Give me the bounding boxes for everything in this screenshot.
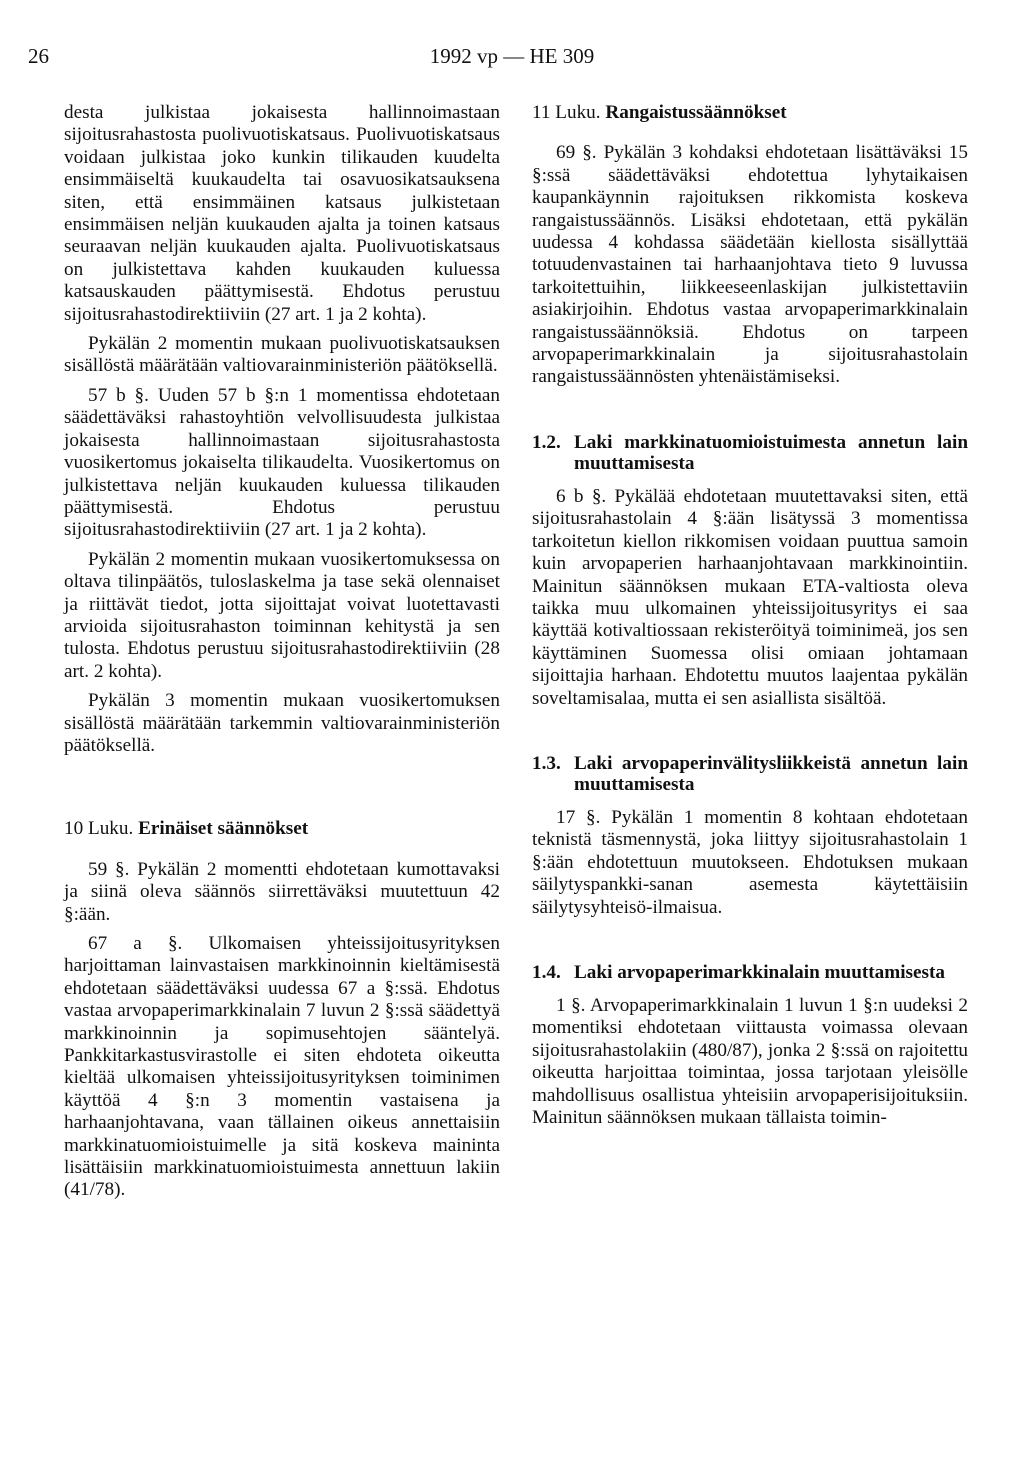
paragraph: 69 §. Pykälän 3 kohdaksi ehdotetaan lisättäväksi 15 §:ssä säädettäväksi ehdotettua lyhytaikaisen kaupankäynnin rajoituksen rikkomista koskeva rangaistussäännös. Lisäksi ehdotetaan, että pykälän uudessa 4 kohdassa säädetään kiellosta sisällyttää totuudenvastainen tai harhaanjohtava tieto 9 luvussa tarkoitettuihin, liikkeeseenlaskijan julkistettaviin asiakirjoihin. Ehdotus vastaa arvopaperimarkkinalain rangaistussäännöksiä. Ehdotus on tarpeen arvopaperimarkkinalain ja sijoitusrahastolain rangaistussäännösten yhtenäistämiseksi.: [532, 142, 968, 388]
spacer: [532, 396, 968, 432]
chapter-heading: [64, 818, 500, 840]
paragraph: Pykälän 3 momentin mukaan vuosikertomuksen sisällöstä määrätään tarkemmin valtiovarainministeriön päätöksellä.: [64, 690, 500, 756]
spacer: [64, 764, 500, 818]
chapter-heading: [532, 102, 968, 124]
chapter-number: 10 Luku.: [64, 818, 134, 840]
section-number: 1.2.: [532, 431, 561, 453]
running-head: 1992 vp — HE 309: [429, 44, 595, 68]
chapter-title: Rangaistussäännökset: [605, 102, 787, 123]
left-column: [64, 102, 500, 1209]
paragraph: 57 b §. Uuden 57 b §:n 1 momentissa ehdotetaan säädettäväksi rahastoyhtiön velvollisuudesta julkistaa jokaisesta hallinnoimastaan sijoitusrahastosta vuosikertomus jokaiselta tilikaudelta. Vuosikertomus on julkistettava neljän kuukauden kuluessa tilikauden päättymisestä. Ehdotus perustuu sijoitusrahastodirektiiviin (27 art. 1 ja 2 kohta).: [64, 384, 500, 541]
right-column: [532, 102, 968, 1136]
paragraph: 6 b §. Pykälää ehdotetaan muutettavaksi siten, että sijoitusrahastolain 4 §:ään lisätyssä 3 momentissa tarkoitetun kiellon rikkomisen voidaan puuttua samoin kuin arvopaperien harhaanjohtavaan markkinointiin. Mainitun säännöksen mukaan ETA-valtiosta oleva taikka muu ulkomainen yhteissijoitusyritys ei saa käyttää kotivaltiossaan rekisteröityä toiminimeä, jos sen käyttäminen Suomessa olisi omiaan johtamaan sijoittajia harhaan. Ehdotettu muutos laajentaa pykälän soveltamisalaa, mutta ei sen asiallista sisältöä.: [532, 485, 968, 709]
section-title: Laki arvopaperimarkkinalain muuttamisesta: [574, 961, 945, 983]
section-number: 1.3.: [532, 752, 561, 774]
paragraph: 59 §. Pykälän 2 momentti ehdotetaan kumottavaksi ja siinä oleva säännös siirrettäväksi muutettuun 42 §:ään.: [64, 858, 500, 925]
paragraph: 17 §. Pykälän 1 momentin 8 kohtaan ehdotetaan teknistä täsmennystä, joka liittyy sijoitusrahastolain 1 §:ään ehdotettuun muutokseen. Ehdotuksen mukaan säilytyspankki-sanan asemesta käytettäisiin säilytysyhteisö-ilmaisua.: [532, 806, 968, 918]
paragraph: Pykälän 2 momentin mukaan puolivuotiskatsauksen sisällöstä määrätään valtiovarainministeriön päätöksellä.: [64, 333, 500, 377]
paragraph: Pykälän 2 momentin mukaan vuosikertomuksessa on oltava tilinpäätös, tuloslaskelma ja tase sekä olennaiset ja riittävät tiedot, jotta sijoittajat voivat luotettavasti arvioida sijoitusrahaston toiminnan kehitystä ja sen tulosta. Ehdotus perustuu sijoitusrahastodirektiiviin (28 art. 2 kohta).: [64, 548, 500, 682]
section-heading: [532, 753, 968, 795]
section-title: Laki arvopaperinvälitysliikkeistä annetun lain muuttamisesta: [574, 752, 968, 795]
section-heading: [532, 962, 968, 983]
paragraph: 67 a §. Ulkomaisen yhteissijoitusyrityksen harjoittaman lainvastaisen markkinoinnin kieltämisestä ehdotetaan säädettäväksi uudessa 67 a §:ssä. Ehdotus vastaa arvopaperimarkkinalain 7 luvun 2 §:ssä säädettyä markkinoinnin ja sopimusehtojen sääntelyä. Pankkitarkastusvirastolle ei siten ehdoteta oikeutta kieltää ulkomaisen yhteissijoitusyrityksen toiminimen käyttöä 4 §:n 3 momentin vastaisena ja harhaanjohtavana, vaan tällainen oikeus annettaisiin markkinatuomioistuimelle ja sitä koskeva maininta lisättäisiin markkinatuomioistuimesta annettuun lakiin (41/78).: [64, 933, 500, 1201]
paragraph: 1 §. Arvopaperimarkkinalain 1 luvun 1 §:n uudeksi 2 momentiksi ehdotetaan viittausta voimassa olevaan sijoitusrahastolakiin (480/87), jonka 2 §:ssä on rajoitettu oikeutta harjoittaa toimintaa, jossa tarjotaan yleisölle mahdollisuus osallistua yhteisiin arvopaperisijoituksiin. Mainitun säännöksen mukaan tällaista toimin-: [532, 994, 968, 1128]
section-title: Laki markkinatuomioistuimesta annetun lain muuttamisesta: [574, 431, 968, 474]
chapter-title: Erinäiset säännökset: [138, 818, 309, 840]
paragraph: desta julkistaa jokaisesta hallinnoimastaan sijoitusrahastosta puolivuotiskatsaus. Puolivuotiskatsaus voidaan julkistaa joko kunkin tilikauden kuudelta ensimmäiseltä kuukaudelta tai osavuosikatsauksena siten, että ensimmäinen katsaus julkistetaan ensimmäisen neljän kuukauden ajalta ja toinen katsaus seuraavan neljän kuukauden ajalta. Puolivuotiskatsaus on julkistettava kahden kuukauden kuluessa katsauskauden päättymisestä. Ehdotus perustuu sijoitusrahastodirektiiviin (27 art. 1 ja 2 kohta).: [64, 102, 500, 325]
page-number: 26: [28, 44, 49, 68]
section-heading: [532, 432, 968, 474]
spacer: [532, 717, 968, 753]
spacer: [532, 926, 968, 962]
section-number: 1.4.: [532, 961, 561, 983]
chapter-number: 11 Luku.: [532, 102, 601, 123]
